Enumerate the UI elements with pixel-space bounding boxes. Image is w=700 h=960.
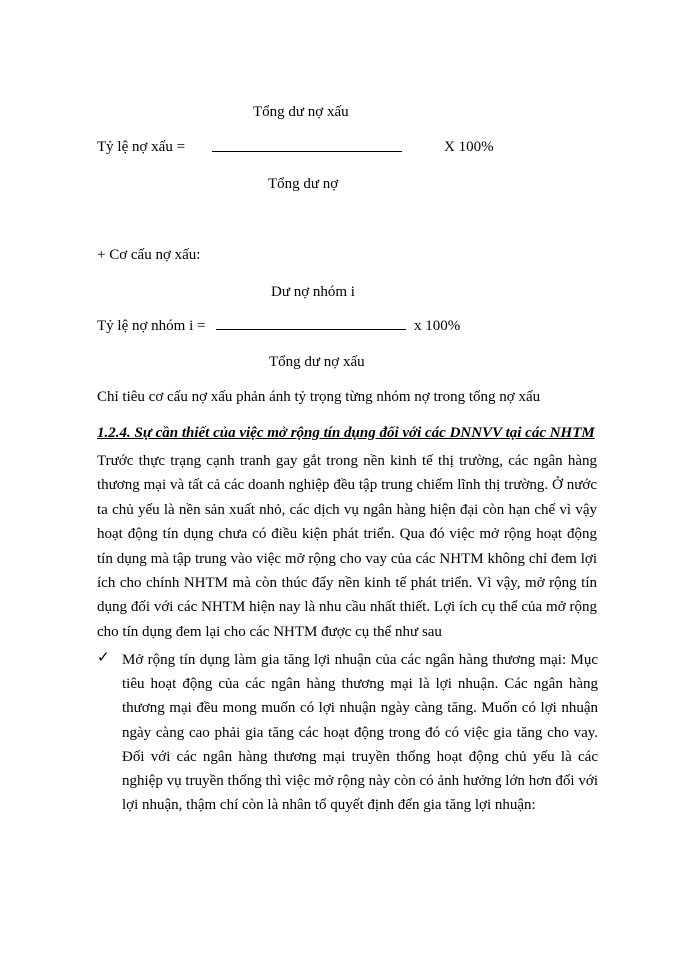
formula1-denominator: Tổng dư nợ [268, 176, 339, 192]
formula1-fraction-line [212, 151, 402, 152]
formula2-multiplier: x 100% [414, 318, 461, 334]
section-heading: 1.2.4. Sự cần thiết của việc mở rộng tín dụng đối với các DNNVV tại các NHTM [97, 425, 595, 441]
structure-note: Chỉ tiêu cơ cấu nợ xấu phản ánh tỷ trọng từng nhóm nợ trong tổng nợ xấu [97, 389, 541, 405]
bullet-text: Mở rộng tín dụng làm gia tăng lợi nhuận của các ngân hàng thương mại: Mục tiêu hoạt động của các ngân hàng thương mại là lợi nhuận. Các ngân hàng thương mại đều mong muốn có lợi nhuận ngày càng tăng. Muốn có lợi nhuận ngày càng cao phải gia tăng các hoạt động trong đó có việc gia tăng cho vay. Đối với các ngân hàng thương mại truyền thống hoạt động chủ yếu là các nghiệp vụ truyền thống thì việc mở rộng này còn có ảnh hưởng lớn hơn đối với lợi nhuận, thậm chí còn là nhân tố quyết định đến gia tăng lợi nhuận: [122, 652, 598, 814]
checkmark-icon: ✓ [97, 650, 110, 666]
formula2-fraction-line [216, 329, 406, 330]
structure-label: + Cơ cấu nợ xấu: [97, 247, 201, 263]
formula2-denominator: Tổng dư nợ xấu [269, 354, 365, 370]
formula1-multiplier: X 100% [444, 139, 494, 155]
formula2-numerator: Dư nợ nhóm i [271, 284, 355, 300]
formula1-numerator: Tổng dư nợ xấu [253, 104, 349, 120]
formula2-label: Tỷ lệ nợ nhóm i = [97, 318, 206, 334]
body-paragraph: Trước thực trạng cạnh tranh gay gắt trong nền kinh tế thị trường, các ngân hàng thương mại và tất cả các doanh nghiệp đều tập trung chiếm lĩnh thị trường. Ở nước ta chủ yếu là nền sản xuất nhỏ, các dịch vụ ngân hàng hiện đại còn hạn chế vì vậy hoạt động tín dụng chưa có điều kiện phát triển. Qua đó việc mở rộng hoạt động tín dụng mà tập trung vào việc mở rộng cho vay của các NHTM không chỉ đem lợi ích cho chính NHTM mà còn thúc đẩy nền kinh tế phát triển. Vì vậy, mở rộng tín dụng đối với các NHTM hiện nay là nhu cầu nhất thiết. Lợi ích cụ thể của mở rộng cho tín dụng đem lại cho các NHTM được cụ thể như sau [97, 453, 597, 640]
formula1-label: Tỷ lệ nợ xấu = [97, 139, 186, 155]
